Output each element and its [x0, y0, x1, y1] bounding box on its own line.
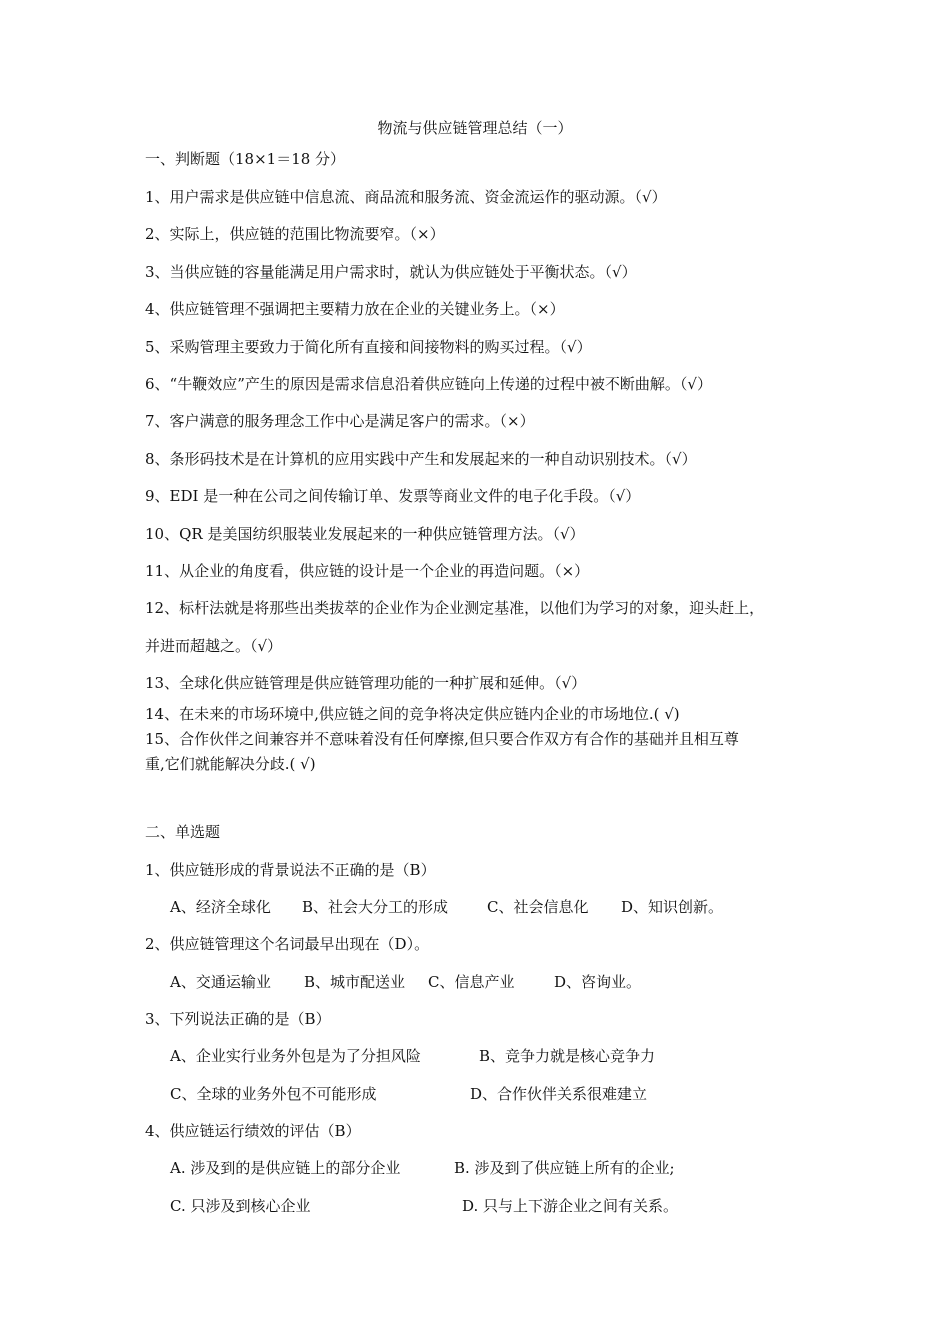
- tf-item-1: 1、用户需求是供应链中信息流、商品流和服务流、资金流运作的驱动源。（√）: [145, 188, 667, 206]
- question-1-option-d: D、知识创新。: [621, 898, 724, 916]
- tf-item-9: 9、EDI 是一种在公司之间传输订单、发票等商业文件的电子化手段。（√）: [145, 487, 641, 505]
- tf-item-12: 12、标杆法就是将那些出类拔萃的企业作为企业测定基准，以他们为学习的对象，迎头赶上，: [145, 599, 765, 617]
- question-3-option-c: C、全球的业务外包不可能形成: [170, 1085, 377, 1103]
- tf-item-13: 13、全球化供应链管理是供应链管理功能的一种扩展和延伸。（√）: [145, 674, 587, 692]
- tf-item-4: 4、供应链管理不强调把主要精力放在企业的关键业务上。（×）: [145, 300, 565, 318]
- question-2-option-c: C、信息产业: [428, 973, 515, 991]
- question-1-option-b: B、社会大分工的形成: [302, 898, 449, 916]
- tf-item-12-continued: 并进而超越之。（√）: [145, 637, 283, 655]
- section-heading-true-false: 一、判断题（18×1＝18 分）: [145, 150, 346, 168]
- question-3-option-d: D、合作伙伴关系很难建立: [470, 1085, 648, 1103]
- tf-item-15: 15、合作伙伴之间兼容并不意味着没有任何摩擦,但只要合作双方有合作的基础并且相互尊: [145, 730, 739, 748]
- tf-item-5: 5、采购管理主要致力于简化所有直接和间接物料的购买过程。（√）: [145, 338, 592, 356]
- question-4-option-d: D. 只与上下游企业之间有关系。: [462, 1197, 679, 1215]
- tf-item-2: 2、实际上，供应链的范围比物流要窄。（×）: [145, 225, 445, 243]
- question-1-option-c: C、社会信息化: [487, 898, 589, 916]
- question-2-option-d: D、咨询业。: [554, 973, 642, 991]
- question-3-option-b: B、竞争力就是核心竞争力: [479, 1047, 656, 1065]
- question-2-stem: 2、供应链管理这个名词最早出现在（D）。: [145, 935, 430, 953]
- question-1-stem: 1、供应链形成的背景说法不正确的是（B）: [145, 861, 436, 879]
- tf-item-6: 6、“牛鞭效应”产生的原因是需求信息沿着供应链向上传递的过程中被不断曲解。（√）: [145, 375, 712, 393]
- tf-item-15-continued: 重,它们就能解决分歧.( √): [145, 755, 316, 773]
- question-4-option-b: B. 涉及到了供应链上所有的企业;: [454, 1159, 675, 1177]
- question-2-option-b: B、城市配送业: [304, 973, 406, 991]
- question-4-stem: 4、供应链运行绩效的评估（B）: [145, 1122, 361, 1140]
- question-3-option-a: A、企业实行业务外包是为了分担风险: [170, 1047, 421, 1065]
- tf-item-7: 7、客户满意的服务理念工作中心是满足客户的需求。（×）: [145, 412, 535, 430]
- question-4-option-a: A. 涉及到的是供应链上的部分企业: [170, 1159, 401, 1177]
- tf-item-11: 11、从企业的角度看，供应链的设计是一个企业的再造问题。（×）: [145, 562, 590, 580]
- question-3-stem: 3、下列说法正确的是（B）: [145, 1010, 331, 1028]
- tf-item-14: 14、在未来的市场环境中,供应链之间的竞争将决定供应链内企业的市场地位.( √): [145, 705, 680, 723]
- tf-item-8: 8、条形码技术是在计算机的应用实践中产生和发展起来的一种自动识别技术。（√）: [145, 450, 697, 468]
- section-heading-single-choice: 二、单选题: [145, 823, 221, 841]
- document-title: 物流与供应链管理总结（一）: [377, 119, 573, 137]
- tf-item-3: 3、当供应链的容量能满足用户需求时，就认为供应链处于平衡状态。（√）: [145, 263, 637, 281]
- question-4-option-c: C. 只涉及到核心企业: [170, 1197, 311, 1215]
- question-2-option-a: A、交通运输业: [170, 973, 271, 991]
- tf-item-10: 10、QR 是美国纺织服装业发展起来的一种供应链管理方法。（√）: [145, 525, 585, 543]
- question-1-option-a: A、经济全球化: [170, 898, 271, 916]
